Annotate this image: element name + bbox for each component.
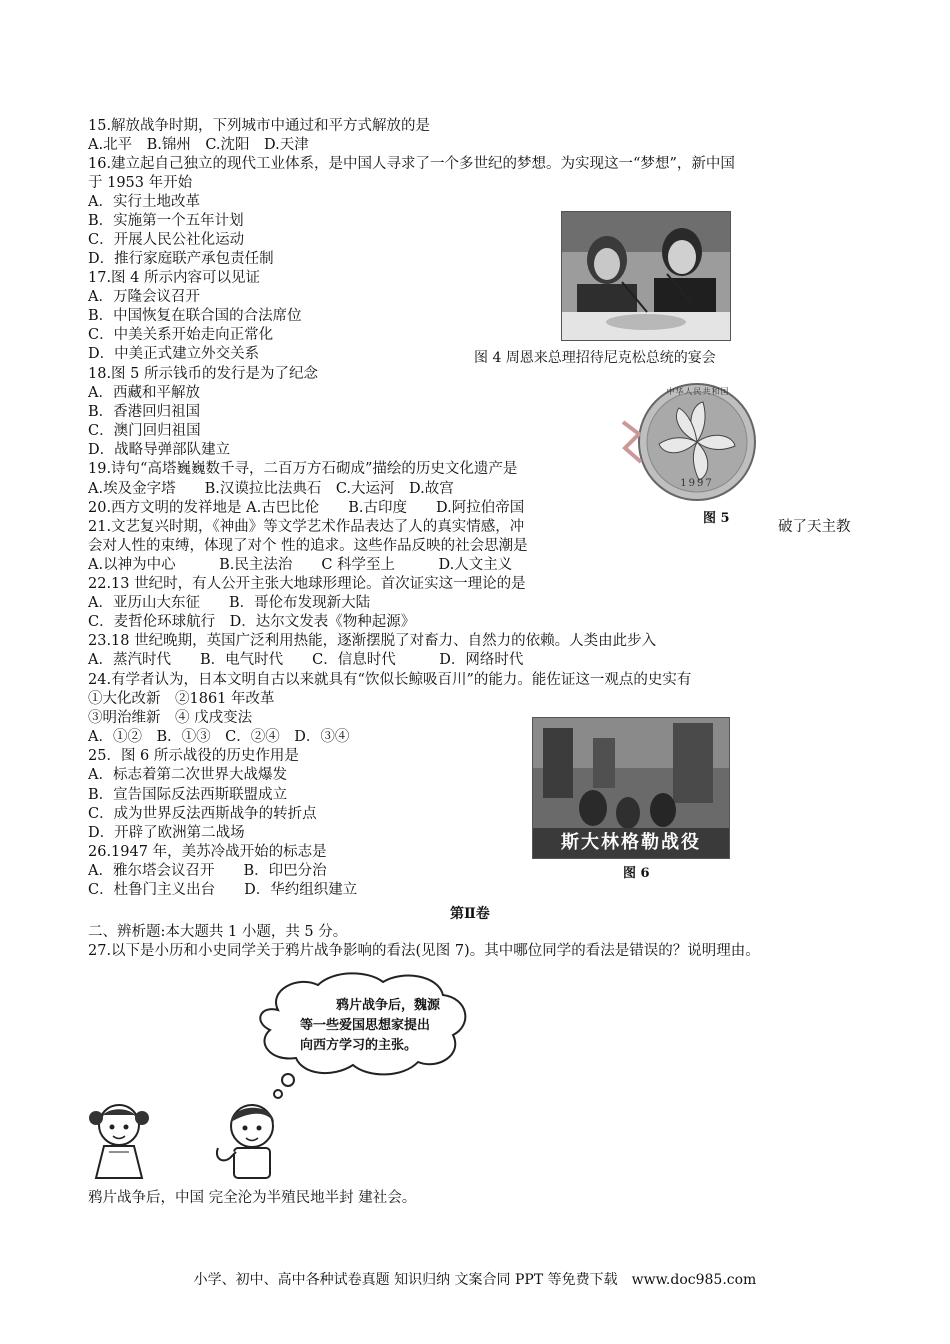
q26-options-cd: C．杜鲁门主义出台 D．华约组织建立 xyxy=(88,882,358,898)
q16-option-a: A．实行土地改革 xyxy=(88,194,200,210)
bubble-line-2: 等一些爱国思想家提出 xyxy=(300,1018,431,1033)
q16-stem-cont: 于 1953 年开始 xyxy=(88,175,193,191)
figure-5-coin xyxy=(615,382,757,506)
q25-option-d: D．开辟了欧洲第二战场 xyxy=(88,825,245,841)
boy-cartoon xyxy=(212,1100,292,1180)
q17-stem: 17.图 4 所示内容可以见证 xyxy=(88,270,261,286)
q18-option-c: C．澳门回归祖国 xyxy=(88,423,201,439)
q23-stem: 23.18 世纪晚期，英国广泛利用热能，逐渐摆脱了对畜力、自然力的依赖。人类由此步入 xyxy=(88,633,657,649)
q16-option-d: D．推行家庭联产承包责任制 xyxy=(88,251,274,267)
q18-option-a: A．西藏和平解放 xyxy=(88,385,200,401)
q16-stem: 16.建立起自己独立的现代工业体系，是中国人寻求了一个多世纪的梦想。为实现这一“梦想”，新中国 xyxy=(88,156,735,172)
figure-5-caption: 图 5 xyxy=(703,511,730,526)
q15-stem: 15.解放战争时期，下列城市中通过和平方式解放的是 xyxy=(88,118,431,134)
q15-options: A.北平 B.锦州 C.沈阳 D.天津 xyxy=(88,137,309,153)
bubble-line-3: 向西方学习的主张。 xyxy=(300,1038,418,1053)
bubble-text xyxy=(300,996,440,1056)
q24-items-1: ①大化改新 ②1861 年改革 xyxy=(88,691,275,707)
q22-options-cd: C．麦哲伦环球航行 D．达尔文发表《物种起源》 xyxy=(88,614,416,630)
girl-figure-icon xyxy=(84,1100,154,1180)
girl-cartoon xyxy=(84,1100,154,1180)
q19-stem: 19.诗句“高塔巍巍数千寻，二百万方石砌成”描绘的历史文化遗产是 xyxy=(88,461,518,477)
q23-options: A．蒸汽时代 B．电气时代 C．信息时代 D．网络时代 xyxy=(88,652,524,668)
q17-option-b: B．中国恢复在联合国的合法席位 xyxy=(88,308,302,324)
q25-option-b: B．宣告国际反法西斯联盟成立 xyxy=(88,787,288,803)
q26-options-ab: A．雅尔塔会议召开 B．印巴分治 xyxy=(88,863,327,879)
page-footer: 小学、初中、高中各种试卷真题 知识归纳 文案合同 PPT 等免费下载 www.doc985.com xyxy=(193,1272,757,1288)
q24-options: A．①② B．①③ C．②④ D．③④ xyxy=(88,729,350,745)
q16-option-b: B．实施第一个五年计划 xyxy=(88,213,244,229)
banquet-photo-illustration xyxy=(562,212,730,340)
q22-stem: 22.13 世纪时，有人公开主张大地球形理论。首次证实这一理论的是 xyxy=(88,576,526,592)
q18-stem: 18.图 5 所示钱币的发行是为了纪念 xyxy=(88,366,319,382)
girl-statement: 鸦片战争后，中国 完全沦为半殖民地半封 建社会。 xyxy=(88,1190,417,1206)
q21-stem-cont: 会对人性的束缚，体现了对个 性的追求。这些作品反映的社会思潮是 xyxy=(88,538,528,554)
coin-top-text: 中华人民共和国 xyxy=(666,387,730,396)
boy-figure-icon xyxy=(212,1100,292,1180)
q22-options-ab: A．亚历山大东征 B．哥伦布发现新大陆 xyxy=(88,595,371,611)
q17-option-a: A．万隆会议召开 xyxy=(88,289,200,305)
figure-6-caption: 图 6 xyxy=(623,866,650,881)
q21-options: A.以神为中心 B.民主法治 C 科学至上 D.人文主义 xyxy=(88,557,513,573)
thought-bubble xyxy=(248,970,478,1100)
figure-4-photo xyxy=(561,211,731,341)
q25-stem: 25．图 6 所示战役的历史作用是 xyxy=(88,748,299,764)
q17-option-c: C．中美关系开始走向正常化 xyxy=(88,327,274,343)
q18-option-b: B．香港回归祖国 xyxy=(88,404,201,420)
section-2-title: 第Ⅱ卷 xyxy=(450,906,490,922)
q21-stem-right: 破了天主教 xyxy=(778,519,851,535)
q25-option-a: A．标志着第二次世界大战爆发 xyxy=(88,767,287,783)
q25-option-c: C．成为世界反法西斯战争的转折点 xyxy=(88,806,317,822)
figure-6-photo xyxy=(532,717,730,859)
section-2-intro: 二、辨析题:本大题共 1 小题，共 5 分。 xyxy=(88,924,348,940)
q24-items-2: ③明治维新 ④ 戊戌变法 xyxy=(88,710,253,726)
q18-option-d: D．战略导弹部队建立 xyxy=(88,442,231,458)
q21-stem: 21.文艺复兴时期，《神曲》等文学艺术作品表达了人的真实情感，冲 xyxy=(88,519,525,535)
figure-4-caption: 图 4 周恩来总理招待尼克松总统的宴会 xyxy=(474,350,716,366)
coin-year: 1997 xyxy=(680,478,714,489)
bubble-line-1: 鸦片战争后，魏源 xyxy=(336,998,441,1013)
q24-stem: 24.有学者认为，日本文明自古以来就具有“饮似长鲸吸百川”的能力。能佐证这一观点的史实有 xyxy=(88,672,692,688)
q19-options: A.埃及金字塔 B.汉谟拉比法典石 C.大运河 D.故宫 xyxy=(88,481,454,497)
question-27: 27.以下是小历和小史同学关于鸦片战争影响的看法(见图 7)。其中哪位同学的看法是错误的？说明理由。 xyxy=(88,943,760,959)
q20-line: 20.西方文明的发祥地是 A.古巴比伦 B.古印度 D.阿拉伯帝国 xyxy=(88,500,525,516)
figure-6-banner: 斯大林格勒战役 xyxy=(561,832,701,853)
q16-option-c: C．开展人民公社化运动 xyxy=(88,232,245,248)
q17-option-d: D．中美正式建立外交关系 xyxy=(88,346,260,362)
q26-stem: 26.1947 年，美苏冷战开始的标志是 xyxy=(88,844,327,860)
